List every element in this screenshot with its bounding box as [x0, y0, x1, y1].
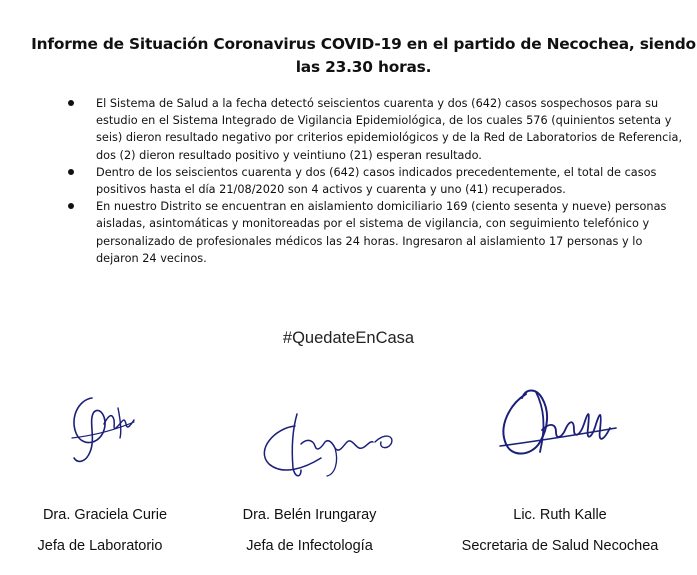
bullet-list — [64, 95, 684, 267]
signature-kalle-icon — [470, 358, 630, 483]
bullet-dot-icon — [68, 203, 74, 209]
signature-curie-icon — [30, 378, 170, 488]
signatory-name: Dra. Belén Irungaray — [242, 507, 377, 523]
signatory-role: Secretaria de Salud Necochea — [461, 538, 659, 554]
bullet-dot-icon — [68, 100, 74, 106]
signatory-name: Dra. Graciela Curie — [42, 507, 168, 523]
bullet-item — [64, 164, 684, 198]
hashtag: #QuedateEnCasa — [282, 329, 415, 347]
signature-irungaray-icon — [235, 388, 415, 493]
document-title: Informe de Situación Coronavirus COVID-19 en el partido de Necochea, siendo las 23.30 horas. — [31, 35, 696, 76]
signatory-role: Jefa de Infectología — [246, 538, 373, 554]
bullet-item — [64, 95, 684, 164]
bullet-text: En nuestro Distrito se encuentran en aislamiento domiciliario 169 (ciento sesenta y nueve) personas aisladas, asintomáticas y monitoreadas por el sistema de vigilancia, con seguimiento telefónico y personalizado de profesionales médicos las 24 horas. Ingresaron al aislamiento 17 personas y lo dejaron 24 vecinos. — [96, 200, 667, 265]
bullet-text: El Sistema de Salud a la fecha detectó seiscientos cuarenta y dos (642) casos sospechosos para su estudio en el Sistema Integrado de Vigilancia Epidemiológica, de los cuales 576 (quinientos setenta y seis) dieron resultado negativo por criterios epidemiológicos y de la Red de Laboratorios de Referencia, dos (2) dieron resultado positivo y veintiuno (21) esperan resultado. — [96, 97, 683, 162]
bullet-dot-icon — [68, 169, 74, 175]
bullet-text: Dentro de los seiscientos cuarenta y dos (642) casos indicados precedentemente, el total de casos positivos hasta el día 21/08/2020 son 4 activos y cuarenta y uno (41) recuperados. — [96, 165, 657, 197]
signatory-role: Jefa de Laboratorio — [37, 538, 163, 554]
signatory-name: Lic. Ruth Kalle — [513, 507, 607, 523]
bullet-item — [64, 198, 684, 267]
